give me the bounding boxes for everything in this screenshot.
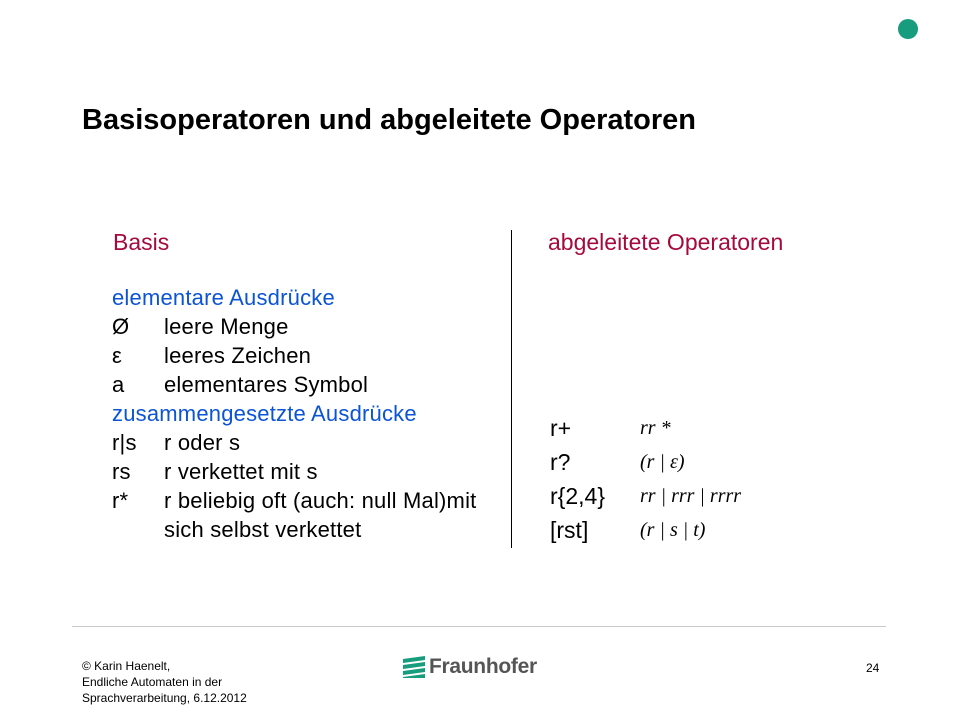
fraunhofer-logo [403,655,537,679]
list-item [550,513,741,547]
footer-credits [82,658,247,706]
list-item [550,445,741,479]
operator-expression: (r | s | t) [640,518,706,541]
operator-description: r beliebig oft (auch: null Mal)mit [164,487,477,513]
operator-description: r verkettet mit s [164,458,318,484]
operator-symbol: r? [550,448,571,475]
list-item [112,312,476,341]
list-item [112,486,476,515]
operator-description: leeres Zeichen [164,342,312,368]
page-number: 24 [866,661,880,675]
operator-description: r oder s [164,429,241,455]
list-item [112,515,476,544]
column-divider [511,230,512,548]
derived-list [550,411,741,547]
operator-symbol: rs [112,458,131,484]
list-item [550,479,741,513]
basis-list [112,283,476,544]
derived-heading: abgeleitete Operatoren [548,229,784,255]
operator-symbol: r{2,4} [550,482,605,509]
operator-symbol: Ø [112,313,130,339]
list-item [112,457,476,486]
footer-course: Endliche Automaten in der [82,675,223,689]
operator-symbol: r* [112,487,129,513]
list-item [550,411,741,445]
fraunhofer-logo-icon [403,656,425,678]
fraunhofer-logo-text: Fraunhofer [429,655,537,678]
operator-symbol: r|s [112,429,137,455]
list-item [112,341,476,370]
operator-symbol: a [112,371,125,397]
footer-divider [72,626,886,627]
slide-title: Basisoperatoren und abgeleitete Operatoren [82,104,696,136]
operator-expression: rr * [640,416,671,439]
operator-description: leere Menge [164,313,289,339]
section-heading-text: zusammengesetzte Ausdrücke [112,400,417,426]
footer-date: Sprachverarbeitung, 6.12.2012 [82,691,247,705]
list-item [112,428,476,457]
operator-symbol: [rst] [550,516,589,543]
section-heading-text: elementare Ausdrücke [112,284,335,310]
operator-symbol: ε [112,342,123,368]
operator-description: sich selbst verkettet [164,516,362,542]
footer-author: © Karin Haenelt, [82,659,171,673]
accent-dot [898,19,918,39]
operator-expression: (r | ε) [640,450,685,473]
operator-description: elementares Symbol [164,371,369,397]
list-item [112,370,476,399]
operator-expression: rr | rrr | rrrr [640,484,742,507]
operator-symbol: r+ [550,414,572,441]
basis-heading: Basis [113,229,170,255]
list-section-heading [112,283,476,312]
list-section-heading [112,399,476,428]
